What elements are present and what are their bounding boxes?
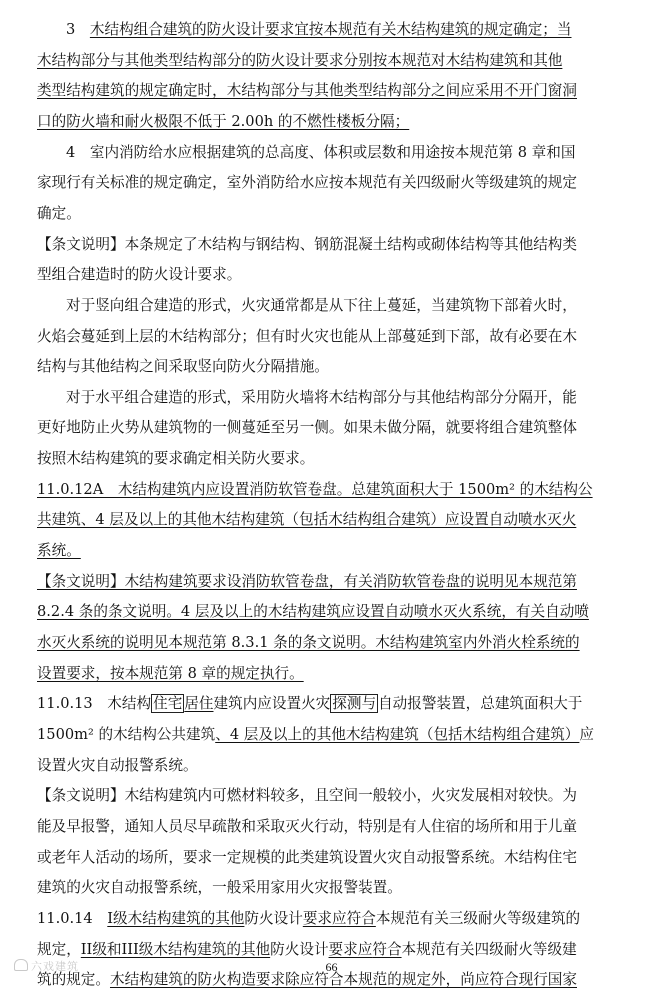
text-line bbox=[0, 321, 663, 352]
text-line bbox=[0, 719, 663, 750]
text-segment: 家现行有关标准的规定确定，室外消防给水应按本规范有关四级耐火等级建筑的规定 bbox=[37, 174, 577, 192]
text-line bbox=[0, 198, 663, 229]
line-text bbox=[37, 75, 577, 106]
text-segment: 火焰会蔓延到上层的木结构部分；但有时火灾也能从上部蔓延到下部，故有必要在木 bbox=[37, 327, 577, 345]
underlined-text: 共建筑、4 层及以上的其他木结构建筑（包括木结构组合建筑）应设置自动喷水灭火 bbox=[37, 511, 577, 529]
underlined-text: 8.2.4 条的条文说明。4 层及以上的木结构建筑应设置自动喷水灭火系统，有关自动喷 bbox=[37, 603, 589, 621]
text-line bbox=[0, 45, 663, 76]
boxed-text: 住宅 bbox=[153, 695, 183, 713]
line-text bbox=[37, 229, 577, 260]
underlined-text: 符合 bbox=[372, 940, 402, 958]
line-text bbox=[37, 903, 580, 934]
text-line bbox=[0, 688, 663, 719]
text-line bbox=[0, 229, 663, 260]
text-line bbox=[0, 382, 663, 413]
line-text bbox=[66, 382, 577, 413]
watermark-text: 六戏建筑 bbox=[31, 960, 79, 973]
line-text bbox=[37, 658, 304, 689]
line-text bbox=[37, 474, 593, 505]
text-segment: 更好地防止火势从建筑物的一侧蔓延至另一侧。如果未做分隔，就要将组合建筑整体 bbox=[37, 419, 577, 437]
text-line bbox=[0, 596, 663, 627]
underlined-text: 符合 bbox=[346, 909, 376, 927]
text-line bbox=[0, 412, 663, 443]
line-text bbox=[37, 719, 594, 750]
text-line bbox=[0, 259, 663, 290]
text-line bbox=[0, 443, 663, 474]
text-line bbox=[0, 750, 663, 781]
text-segment: 11.0.14 bbox=[37, 909, 108, 927]
line-text bbox=[37, 351, 329, 382]
text-segment: 或老年人活动的场所，要求一定规模的此类建筑设置火灾自动报警系统。木结构住宅 bbox=[37, 848, 577, 866]
line-text bbox=[37, 259, 241, 290]
boxed-text: 探测与 bbox=[332, 695, 377, 713]
text-line bbox=[0, 75, 663, 106]
text-line bbox=[0, 14, 663, 45]
line-text bbox=[37, 780, 577, 811]
line-text bbox=[37, 45, 562, 76]
line-text bbox=[37, 842, 577, 873]
underlined-text: 要求应 bbox=[328, 940, 373, 958]
text-line bbox=[0, 137, 663, 168]
underlined-text: I级木结构建筑的其他 bbox=[107, 909, 245, 927]
line-text bbox=[37, 167, 577, 198]
text-segment: 能及早报警，通知人员尽早疏散和采取灭火行动，特别是有人住宿的场所和用于儿童 bbox=[37, 817, 577, 835]
text-line bbox=[0, 535, 663, 566]
underlined-text: 设置要求，按本规范第 8 章的规定执行。 bbox=[37, 664, 304, 682]
text-line bbox=[0, 351, 663, 382]
text-segment: 对于水平组合建造的形式，采用防火墙将木结构部分与其他结构部分分隔开，能 bbox=[66, 388, 577, 406]
underlined-text: II级和III级木结构建筑的其他 bbox=[80, 940, 271, 958]
underlined-text: 木结构建筑的防火构造要求除应符合本规范的规定外，尚应符合现行国家 bbox=[109, 971, 577, 989]
text-segment: 本规范有关四级耐火等级建 bbox=[401, 940, 577, 958]
underlined-text: 水灭火系统的说明见本规范第 8.3.1 条的条文说明。木结构建筑室内外消火栓系统的 bbox=[37, 634, 580, 651]
text-segment: 建筑内应设置火灾 bbox=[213, 695, 331, 713]
text-segment: 本规范有关三级耐火等级建筑的 bbox=[375, 909, 581, 927]
text-segment: 自动报警装置，总建筑面积大于 bbox=[378, 695, 583, 713]
text-segment: 1500m² 的木结构公共建筑 bbox=[37, 725, 216, 743]
underlined-text: 类型结构建筑的规定确定时，木结构部分与其他类型结构部分之间应采用不开门窗洞 bbox=[37, 82, 577, 100]
text-segment: 型组合建造时的防火设计要求。 bbox=[37, 266, 242, 284]
watermark bbox=[14, 958, 79, 974]
text-segment: 设置火灾自动报警系统。 bbox=[37, 756, 198, 774]
line-text bbox=[37, 872, 402, 903]
line-text bbox=[37, 321, 577, 352]
text-line bbox=[0, 627, 663, 658]
line-text bbox=[66, 290, 577, 321]
underlined-text: 居住 bbox=[184, 695, 214, 713]
text-line bbox=[0, 106, 663, 137]
line-text bbox=[37, 106, 409, 137]
text-segment: 规定， bbox=[37, 940, 81, 958]
watermark-logo-icon bbox=[14, 959, 28, 971]
line-text bbox=[37, 566, 577, 597]
underlined-text: 、4 层及以上的其他木结构建筑（包括木结构组合建筑） bbox=[215, 725, 580, 743]
line-text bbox=[37, 627, 580, 658]
underlined-text: 11.0.12A 木结构建筑内应设置消防软管卷盘。总建筑面积大于 1500m² 的木结构公 bbox=[37, 480, 593, 498]
text-segment: 【条文说明】本条规定了木结构与钢结构、钢筋混凝土结构或砌体结构等其他结构类 bbox=[37, 235, 577, 253]
text-segment: 应 bbox=[579, 725, 595, 743]
line-text bbox=[66, 14, 572, 45]
underlined-text: 口的防火墙和耐火极限不低于 2.00h 的不燃性楼板分隔； bbox=[37, 112, 410, 130]
line-text bbox=[37, 596, 589, 627]
line-text bbox=[37, 535, 81, 566]
text-line bbox=[0, 290, 663, 321]
underlined-text: 系统。 bbox=[37, 542, 81, 560]
text-line bbox=[0, 811, 663, 842]
text-line bbox=[0, 780, 663, 811]
underlined-text: 【条文说明】木结构建筑要求设消防软管卷盘，有关消防软管卷盘的说明见本规范第 bbox=[37, 572, 577, 590]
text-line bbox=[0, 474, 663, 505]
text-line bbox=[0, 566, 663, 597]
text-segment: 4 室内消防给水应根据建筑的总高度、体积或层数和用途按本规范第 8 章和国 bbox=[66, 143, 576, 161]
underlined-text: 要求应 bbox=[302, 909, 347, 927]
text-line bbox=[0, 167, 663, 198]
text-line bbox=[0, 504, 663, 535]
text-line bbox=[0, 872, 663, 903]
underlined-text: 木结构组合建筑的防火设计要求宜按本规范有关木结构建筑的规定确定；当 bbox=[89, 21, 572, 38]
line-text bbox=[66, 137, 575, 168]
text-line bbox=[0, 842, 663, 873]
text-line bbox=[0, 903, 663, 934]
text-segment: 防火设计 bbox=[244, 909, 303, 927]
text-segment: 3 bbox=[66, 21, 90, 38]
line-text bbox=[37, 750, 198, 781]
line-text bbox=[37, 443, 314, 474]
line-text bbox=[37, 198, 81, 229]
text-segment: 按照木结构建筑的要求确定相关防火要求。 bbox=[37, 450, 315, 468]
line-text bbox=[37, 412, 577, 443]
text-segment: 确定。 bbox=[37, 204, 81, 222]
line-text bbox=[37, 504, 576, 535]
page-number: 66 bbox=[325, 960, 338, 974]
text-line bbox=[0, 658, 663, 689]
text-segment: 防火设计 bbox=[270, 940, 329, 958]
text-segment: 11.0.13 木结构 bbox=[37, 695, 152, 713]
text-segment: 结构与其他结构之间采取竖向防火分隔措施。 bbox=[37, 358, 329, 376]
text-segment: 建筑的火灾自动报警系统，一般采用家用火灾报警装置。 bbox=[37, 879, 402, 897]
text-segment: 【条文说明】木结构建筑内可燃材料较多，且空间一般较小，火灾发展相对较快。为 bbox=[37, 787, 577, 805]
text-segment: 对于竖向组合建造的形式，火灾通常都是从下往上蔓延，当建筑物下部着火时， bbox=[66, 296, 577, 314]
text-segment: 筑的规定。 bbox=[37, 971, 110, 989]
underlined-text: 木结构部分与其他类型结构部分的防火设计要求分别按本规范对木结构建筑和其他 bbox=[37, 51, 563, 69]
line-text bbox=[37, 688, 582, 719]
line-text bbox=[37, 811, 577, 842]
